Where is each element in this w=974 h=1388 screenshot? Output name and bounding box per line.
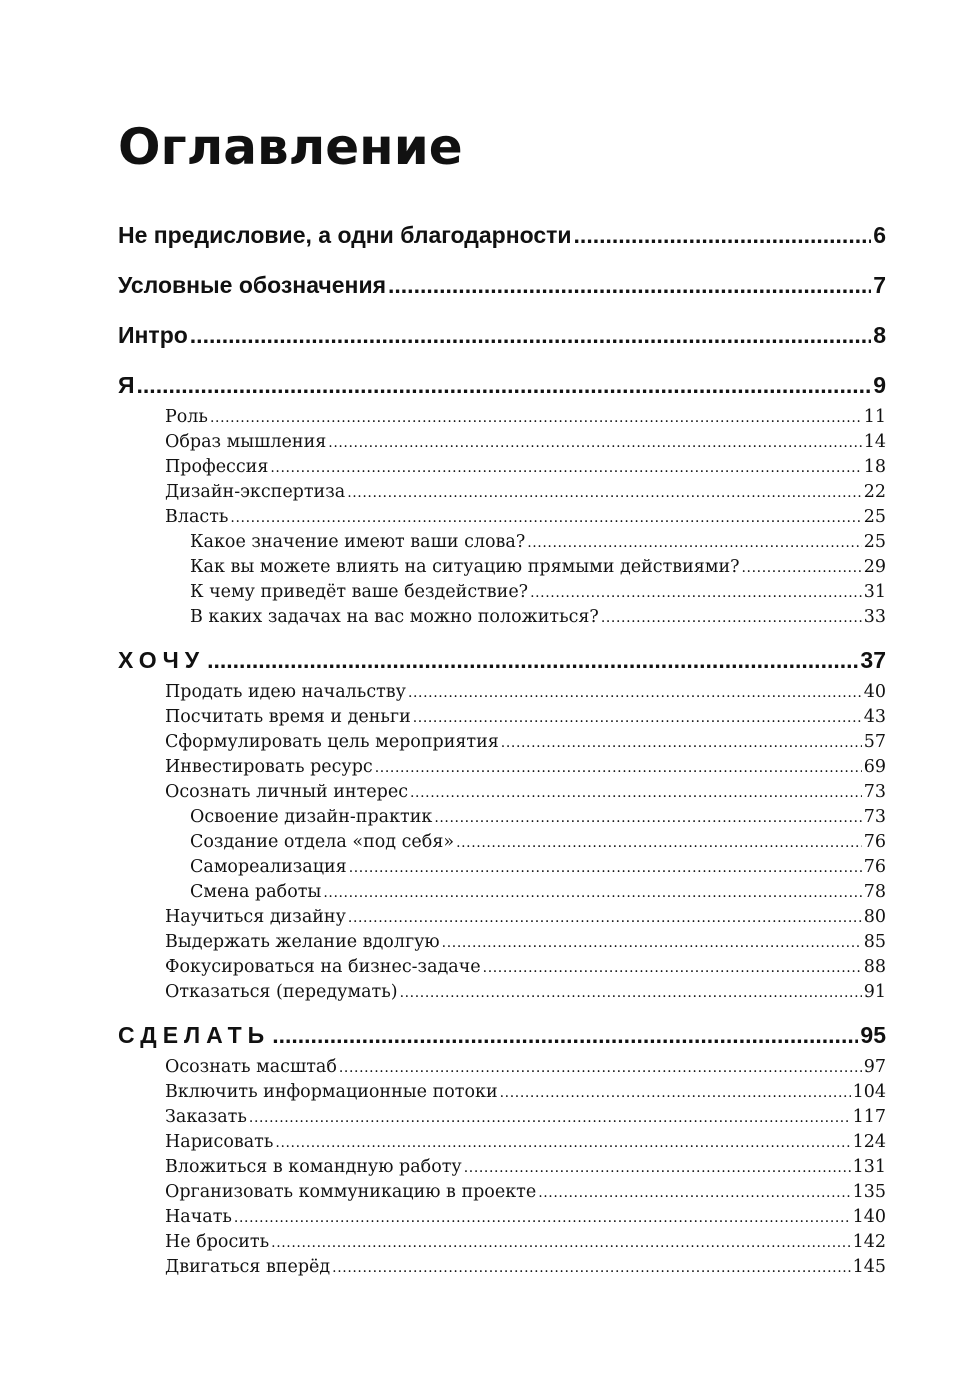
leader-dots (349, 856, 862, 880)
toc-entry-label: Не предисловие, а одни благодарности (118, 222, 572, 248)
leader-dots (230, 506, 861, 530)
leader-dots (190, 320, 871, 350)
toc-entry-page: 140 (852, 1207, 886, 1227)
toc-entry-label: Выдержать желание вдолгую (165, 932, 440, 952)
toc-entry[interactable] (165, 780, 886, 804)
toc-entry-page: 135 (852, 1182, 886, 1202)
toc-entry-page: 69 (863, 757, 886, 777)
toc-entry-label: Научиться дизайну (165, 907, 346, 927)
toc-entry[interactable] (165, 980, 886, 1004)
toc-entry-label: Интро (118, 322, 188, 348)
toc-entry-label: Роль (165, 407, 208, 427)
toc-entry[interactable] (190, 830, 886, 854)
toc-entry[interactable] (118, 645, 886, 675)
toc-entry-label: Осознать масштаб (165, 1057, 337, 1077)
toc-entry-label: Посчитать время и деньги (165, 707, 411, 727)
toc-entry-page: 117 (852, 1107, 886, 1127)
leader-dots (347, 481, 862, 505)
toc-entry-label: Фокусироваться на бизнес-задаче (165, 957, 481, 977)
toc-entry-page: 25 (863, 507, 886, 527)
toc-entry-page: 7 (873, 272, 886, 298)
toc-entry[interactable] (165, 730, 886, 754)
leader-dots (483, 956, 862, 980)
toc-entry[interactable] (165, 705, 886, 729)
toc-entry-label: СДЕЛАТЬ (118, 1022, 271, 1048)
toc-entry-label: Смена работы (190, 882, 322, 902)
toc-entry[interactable] (165, 1155, 886, 1179)
leader-dots (456, 831, 862, 855)
toc-entry[interactable] (118, 270, 886, 300)
toc-entry-page: 104 (852, 1082, 886, 1102)
leader-dots (442, 931, 862, 955)
leader-dots (538, 1181, 850, 1205)
toc-entry-page: 85 (863, 932, 886, 952)
toc-entry-page: 80 (863, 907, 886, 927)
toc-entry-label: Сформулировать цель мероприятия (165, 732, 499, 752)
page-title: Оглавление (118, 118, 463, 176)
leader-dots (742, 556, 862, 580)
toc-entry-label: Какое значение имеют ваши слова? (190, 532, 526, 552)
toc-entry-page: 97 (863, 1057, 886, 1077)
toc-entry-page: 145 (852, 1257, 886, 1277)
toc-entry-page: 73 (863, 782, 886, 802)
leader-dots (408, 681, 862, 705)
leader-dots (527, 531, 862, 555)
toc-entry-label: В каких задачах на вас можно положиться? (190, 607, 599, 627)
toc-entry-label: Создание отдела «под себя» (190, 832, 455, 852)
leader-dots (464, 1156, 851, 1180)
toc-entry-label: Начать (165, 1207, 232, 1227)
leader-dots (500, 1081, 851, 1105)
leader-dots (574, 220, 872, 250)
toc-entry[interactable] (165, 755, 886, 779)
toc-entry[interactable] (165, 680, 886, 704)
leader-dots (388, 270, 871, 300)
toc-entry[interactable] (165, 455, 886, 479)
toc-entry-label: Не бросить (165, 1232, 270, 1252)
toc-entry-label: Отказаться (передумать) (165, 982, 398, 1002)
toc-entry[interactable] (165, 1180, 886, 1204)
toc-entry[interactable] (165, 1080, 886, 1104)
toc-entry[interactable] (190, 880, 886, 904)
toc-entry[interactable] (165, 1255, 886, 1279)
toc-entry[interactable] (118, 1020, 886, 1050)
toc-entry-page: 57 (863, 732, 886, 752)
toc-entry[interactable] (165, 505, 886, 529)
toc-entry[interactable] (165, 955, 886, 979)
toc-entry-page: 31 (863, 582, 886, 602)
toc-entry-page: 78 (863, 882, 886, 902)
toc-entry-page: 33 (863, 607, 886, 627)
toc-entry[interactable] (190, 605, 886, 629)
toc-entry[interactable] (190, 855, 886, 879)
toc-entry-label: Условные обозначения (118, 272, 387, 298)
toc-entry-page: 43 (863, 707, 886, 727)
toc-entry[interactable] (165, 480, 886, 504)
leader-dots (530, 581, 862, 605)
toc-entry-label: Власть (165, 507, 229, 527)
leader-dots (328, 431, 861, 455)
leader-dots (375, 756, 862, 780)
toc-entry-page: 22 (863, 482, 886, 502)
toc-entry-label: Освоение дизайн-практик (190, 807, 433, 827)
toc-entry[interactable] (165, 1130, 886, 1154)
leader-dots (275, 1131, 850, 1155)
toc-entry-page: 37 (860, 647, 886, 673)
toc-entry-label: Самореализация (190, 857, 347, 877)
toc-entry-page: 29 (863, 557, 886, 577)
toc-entry-label: Нарисовать (165, 1132, 274, 1152)
toc-entry-page: 124 (852, 1132, 886, 1152)
toc-entry[interactable] (190, 530, 886, 554)
toc-entry-label: Образ мышления (165, 432, 327, 452)
toc-entry-label: Вложиться в командную работу (165, 1157, 462, 1177)
leader-dots (348, 906, 862, 930)
toc-entry-page: 76 (863, 857, 886, 877)
toc-entry-label: Двигаться вперёд (165, 1257, 331, 1277)
toc-entry[interactable] (165, 1205, 886, 1229)
toc-entry-page: 142 (852, 1232, 886, 1252)
toc-entry-label: Дизайн-экспертиза (165, 482, 346, 502)
toc-entry-page: 25 (863, 532, 886, 552)
leader-dots (137, 370, 872, 400)
toc-entry-label: Заказать (165, 1107, 247, 1127)
toc-entry-label: ХОЧУ (118, 647, 206, 673)
toc-entry[interactable] (165, 930, 886, 954)
toc-entry[interactable] (190, 805, 886, 829)
toc-entry-page: 131 (852, 1157, 886, 1177)
toc-entry-page: 6 (873, 222, 886, 248)
toc-entry[interactable] (165, 405, 886, 429)
leader-dots (410, 781, 862, 805)
toc-entry[interactable] (165, 1055, 886, 1079)
leader-dots (323, 881, 861, 905)
toc-entry[interactable] (118, 220, 886, 250)
leader-dots (501, 731, 862, 755)
toc-entry-page: 73 (863, 807, 886, 827)
toc-entry[interactable] (165, 1230, 886, 1254)
toc-entry-page: 76 (863, 832, 886, 852)
leader-dots (272, 1020, 858, 1050)
toc-entry-page: 14 (863, 432, 886, 452)
toc-entry[interactable] (118, 320, 886, 350)
toc-entry-label: Осознать личный интерес (165, 782, 408, 802)
toc-entry[interactable] (190, 580, 886, 604)
toc-entry-label: Продать идею начальству (165, 682, 406, 702)
toc-entry-label: Профессия (165, 457, 269, 477)
leader-dots (207, 645, 858, 675)
toc-entry-page: 91 (863, 982, 886, 1002)
leader-dots (339, 1056, 862, 1080)
toc-entry[interactable] (165, 905, 886, 929)
toc-entry-label: Как вы можете влиять на ситуацию прямыми действиями? (190, 557, 740, 577)
toc-entry-label: Я (118, 372, 135, 398)
toc-entry-page: 95 (860, 1022, 886, 1048)
leader-dots (234, 1206, 851, 1230)
toc-entry-page: 88 (863, 957, 886, 977)
leader-dots (270, 456, 861, 480)
toc-entry-page: 8 (873, 322, 886, 348)
leader-dots (210, 406, 862, 430)
leader-dots (413, 706, 862, 730)
leader-dots (434, 806, 861, 830)
toc-entry-label: Инвестировать ресурс (165, 757, 373, 777)
leader-dots (332, 1256, 850, 1280)
leader-dots (400, 981, 862, 1005)
toc-entry[interactable] (165, 1105, 886, 1129)
toc-entry[interactable] (118, 370, 886, 400)
toc-entry[interactable] (165, 430, 886, 454)
leader-dots (249, 1106, 851, 1130)
toc-entry-label: Включить информационные потоки (165, 1082, 498, 1102)
toc-entry-page: 11 (863, 407, 886, 427)
toc-entry-label: Организовать коммуникацию в проекте (165, 1182, 537, 1202)
toc-entry[interactable] (190, 555, 886, 579)
leader-dots (271, 1231, 850, 1255)
leader-dots (601, 606, 862, 630)
toc-entry-page: 40 (863, 682, 886, 702)
toc-entry-page: 18 (863, 457, 886, 477)
toc-entry-page: 9 (873, 372, 886, 398)
toc-entry-label: К чему приведёт ваше бездействие? (190, 582, 529, 602)
